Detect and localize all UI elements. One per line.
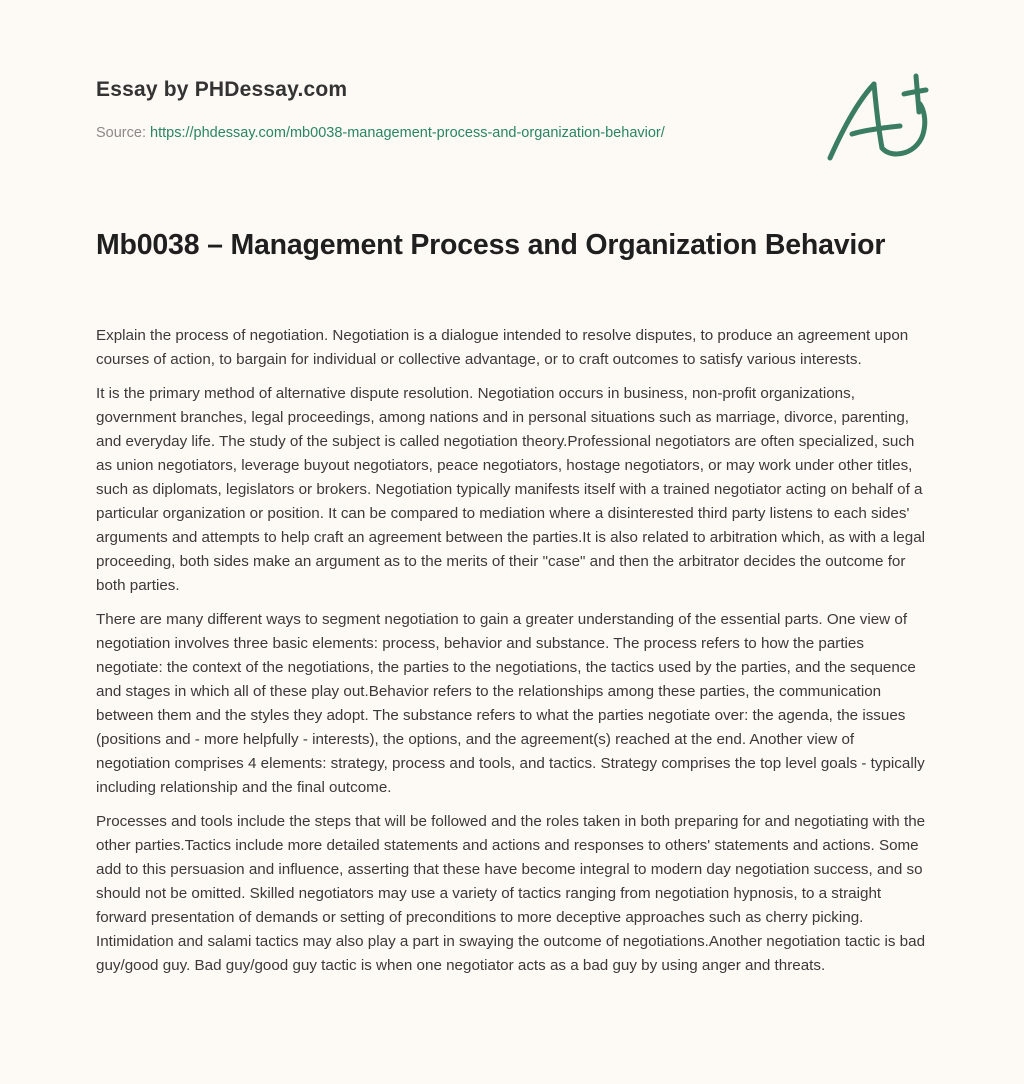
paragraph: Explain the process of negotiation. Negotiation is a dialogue intended to resolve disputes, to produce an agreement upon courses of action, to bargain for individual or collective advantage, or to craft outcomes to satisfy various interests.: [96, 327, 909, 368]
article-title: Mb0038 – Management Process and Organization Behavior: [96, 229, 886, 261]
paragraph: Processes and tools include the steps that will be followed and the roles taken in both preparing for and negotiating with the other parties.Tactics include more detailed statements and actions and responses to others' statements and actions. Some add to this persuasion and influence, asserting that these have become integral to modern day negotiation success, and so should not be omitted. Skilled negotiators may use a variety of tactics ranging from negotiation hypnosis, to a straight forward presentation of demands or setting of preconditions to more deceptive approaches such as cherry picking. Intimidation and salami tactics may also play a part in swaying the outcome of negotiations.Another negotiation tactic is bad guy/good guy. Bad guy/good guy tactic is when one negotiator acts as a bad guy by using anger and threats.: [96, 813, 926, 974]
source-line: [96, 123, 796, 143]
article-body: [96, 324, 932, 988]
source-label: Source:: [96, 125, 146, 141]
paragraph: There are many different ways to segment negotiation to gain a greater understanding of the essential parts. One view of negotiation involves three basic elements: process, behavior and substance. The process refers to how the parties negotiate: the context of the negotiations, the parties to the negotiations, the tactics used by the parties, and the sequence and stages in which all of these play out.Behavior refers to the relationships among these parties, the communication between them and the styles they adopt. The substance refers to what the parties negotiate over: the agenda, the issues (positions and - more helpfully - interests), the options, and the agreement(s) reached at the end. Another view of negotiation comprises 4 elements: strategy, process and tools, and tactics. Strategy comprises the top level goals - typically including relationship and the final outcome.: [96, 611, 925, 796]
site-brand: Essay by PHDessay.com: [96, 78, 348, 101]
source-link[interactable]: https://phdessay.com/mb0038-management-process-and-organization-behavior/: [150, 125, 665, 141]
paragraph: It is the primary method of alternative dispute resolution. Negotiation occurs in business, non-profit organizations, government branches, legal proceedings, among nations and in personal situations such as marriage, divorce, parenting, and everyday life. The study of the subject is called negotiation theory.Professional negotiators are often specialized, such as union negotiators, leverage buyout negotiators, peace negotiators, hostage negotiators, or may work under other titles, such as diplomats, legislators or brokers. Negotiation typically manifests itself with a trained negotiator acting on behalf of a particular organization or position. It can be compared to mediation where a disinterested third party listens to each sides' arguments and attempts to help craft an agreement between the parties.It is also related to arbitration which, as with a legal proceeding, both sides make an argument as to the merits of their "case" and then the arbitrator decides the outcome for both parties.: [96, 385, 926, 594]
a-plus-grade-icon: [820, 66, 930, 166]
page-header: [96, 76, 796, 143]
